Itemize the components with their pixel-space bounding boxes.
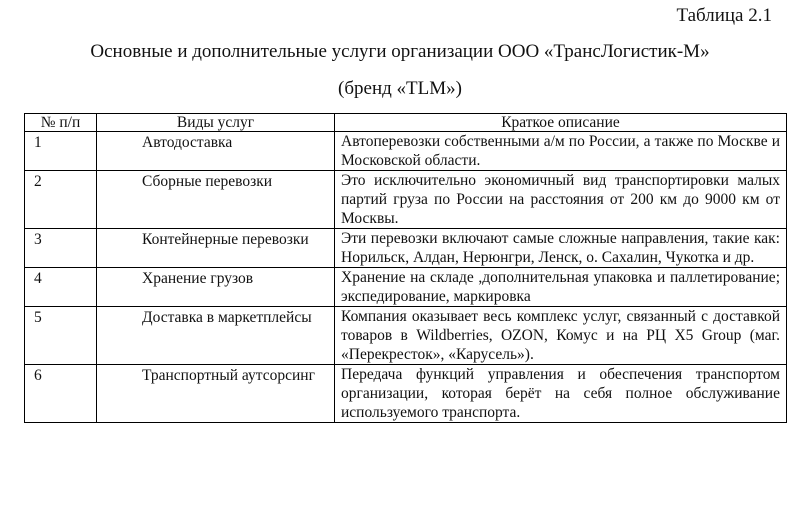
row-number: 5 [25,307,97,365]
table-number-label: Таблица 2.1 [676,5,772,26]
table-row [25,171,787,229]
table-caption-brand: (бренд «TLM») [338,78,462,99]
service-type: Хранение грузов [97,268,335,307]
table-row [25,365,787,423]
service-description: Компания оказывает весь комплекс услуг, связанный с доставкой товаров в Wildberries, OZON, Комус и на РЦ X5 Group (маг. «Перекресток», «Карусель»). [335,307,787,365]
service-type: Сборные перевозки [97,171,335,229]
service-description: Эти перевозки включают самые сложные направления, такие как: Норильск, Алдан, Нерюнгри, Ленск, о. Сахалин, Чукотка и др. [335,229,787,268]
services-table [24,113,787,423]
row-number: 3 [25,229,97,268]
column-header-description: Краткое описание [335,114,787,132]
table-row [25,268,787,307]
row-number: 6 [25,365,97,423]
table-header-row [25,114,787,132]
table-row [25,229,787,268]
service-description: Передача функций управления и обеспечения транспортом организации, которая берёт на себя полное обслуживание используемого транспорта. [335,365,787,423]
row-number: 1 [25,132,97,171]
row-number: 4 [25,268,97,307]
service-type: Транспортный аутсорсинг [97,365,335,423]
table-caption: Основные и дополнительные услуги организации ООО «ТрансЛогистик-М» [90,41,710,62]
table-row [25,132,787,171]
service-type: Контейнерные перевозки [97,229,335,268]
table-row [25,307,787,365]
column-header-service-type: Виды услуг [97,114,335,132]
service-description: Автоперевозки собственными а/м по России, а также по Москве и Московской области. [335,132,787,171]
column-header-number: № п/п [25,114,97,132]
service-description: Хранение на складе ,дополнительная упаковка и паллетирование; экспедирование, маркировка [335,268,787,307]
service-type: Автодоставка [97,132,335,171]
row-number: 2 [25,171,97,229]
service-description: Это исключительно экономичный вид транспортировки малых партий груза по России на расстояния от 200 км до 9000 км от Москвы. [335,171,787,229]
service-type: Доставка в маркетплейсы [97,307,335,365]
